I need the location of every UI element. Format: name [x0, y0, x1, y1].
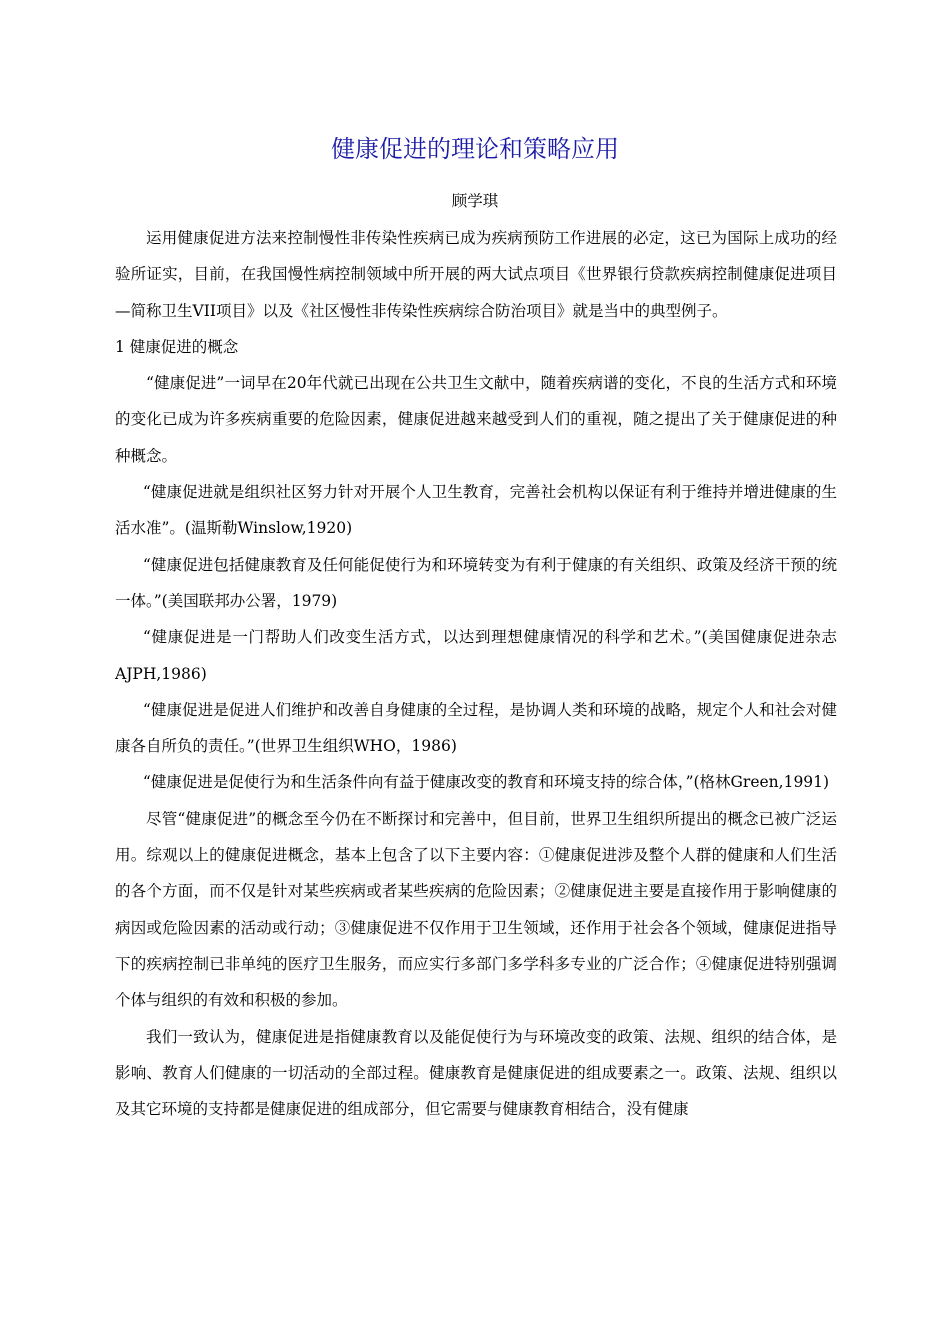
- section-heading: 1 健康促进的概念: [115, 337, 239, 356]
- document-body: [115, 220, 837, 1127]
- definition-quote-5: “健康促进是促使行为和生活条件向有益于健康改变的教育和环境支持的综合体，”(格林Green,1991): [142, 773, 830, 792]
- definition-quote-2: “健康促进包括健康教育及任何能促使行为和环境转变为有利于健康的有关组织、政策及经济干预的统一体。”(美国联邦办公署，1979): [115, 555, 837, 610]
- definition-quote-3: “健康促进是一门帮助人们改变生活方式，以达到理想健康情况的科学和艺术。”(美国健康促进杂志AJPH,1986): [115, 628, 837, 683]
- intro-paragraph: 运用健康促进方法来控制慢性非传染性疾病已成为疾病预防工作进展的必定，这已为国际上成功的经验所证实，目前，在我国慢性病控制领域中所开展的两大试点项目《世界银行贷款疾病控制健康促进项目—简称卫生VII项目》以及《社区慢性非传染性疾病综合防治项目》就是当中的典型例子。: [115, 229, 837, 320]
- definition-quote-4: “健康促进是促进人们维护和改善自身健康的全过程，是协调人类和环境的战略，规定个人和社会对健康各自所负的责任。”(世界卫生组织WHO，1986): [115, 700, 837, 756]
- definition-quote-1: “健康促进就是组织社区努力针对开展个人卫生教育，完善社会机构以保证有利于维持并增进健康的生活水准”。(温斯勒Winslow,1920): [115, 483, 837, 538]
- document-author: 顾学琪: [451, 192, 499, 210]
- document-title: 健康促进的理论和策略应用: [331, 135, 619, 163]
- concept-paragraph: “健康促进”一词早在20年代就已出现在公共卫生文献中，随着疾病谱的变化，不良的生活方式和环境的变化已成为许多疾病重要的危险因素，健康促进越来越受到人们的重视，随之提出了关于健康促进的种种概念。: [115, 374, 837, 465]
- summary-paragraph: 尽管“健康促进”的概念至今仍在不断探讨和完善中，但目前，世界卫生组织所提出的概念已被广泛运用。综观以上的健康促进概念，基本上包含了以下主要内容：①健康促进涉及整个人群的健康和人们生活的各个方面，而不仅是针对某些疾病或者某些疾病的危险因素；②健康促进主要是直接作用于影响健康的病因或危险因素的活动或行动；③健康促进不仅作用于卫生领域，还作用于社会各个领域，健康促进指导下的疾病控制已非单纯的医疗卫生服务，而应实行多部门多学科多专业的广泛合作；④健康促进特别强调个体与组织的有效和积极的参加。: [115, 809, 837, 1010]
- conclusion-paragraph: 我们一致认为，健康促进是指健康教育以及能促使行为与环境改变的政策、法规、组织的结合体，是影响、教育人们健康的一切活动的全部过程。健康教育是健康促进的组成要素之一。政策、法规、组织以及其它环境的支持都是健康促进的组成部分，但它需要与健康教育相结合，没有健康: [115, 1027, 837, 1119]
